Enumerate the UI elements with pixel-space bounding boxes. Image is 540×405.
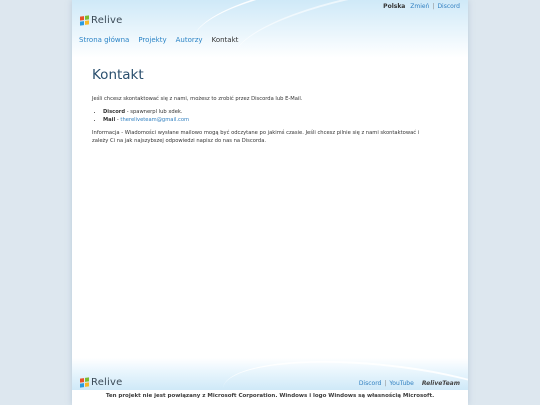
info-text: Informacja - Wiadomości wysłane mailowo mogą być odczytane po jakimś czasie. Jeśli chcesz pilnie się z nami skontaktować i zależy Ci na jak najszybszej odpowiedzi napisz do nas na Discorda. (92, 130, 420, 144)
brand-name: Relive (91, 15, 123, 26)
nav-item-authors[interactable]: Autorzy (175, 36, 203, 44)
windows-flag-icon (80, 15, 89, 25)
footer-youtube-link[interactable]: YouTube (389, 380, 414, 387)
intro-text: Jeśli chcesz skontaktować się z nami, możesz to zrobić przez Discorda lub E-Mail. (92, 95, 303, 102)
discord-link[interactable]: Discord (437, 3, 460, 10)
footer-discord-link[interactable]: Discord (358, 380, 382, 387)
main-nav (79, 36, 238, 44)
language-bar: Polska Zmień | Discord (383, 3, 460, 10)
header-logo[interactable] (80, 15, 122, 26)
footer-links: Discord | YouTube ReliveTeam (358, 380, 460, 387)
disclaimer-text: Ten projekt nie jest powiązany z Microsoft Corporation. Windows i logo Windows są własnością Microsoft. (105, 393, 435, 399)
change-language-link[interactable]: Zmień (410, 3, 430, 10)
page-title: Kontakt (92, 67, 144, 83)
email-link[interactable]: thereliveteam@gmail.com (120, 116, 190, 123)
nav-item-home[interactable]: Strona główna (79, 36, 130, 44)
contact-label: Mail (103, 116, 116, 123)
contact-value: spawnerpl lub xdek. (130, 109, 183, 116)
list-item: • Discord - spawnerpl lub xdek. (103, 109, 437, 117)
contact-label: Discord (103, 109, 126, 116)
page-container (72, 0, 468, 405)
list-item: • Mail - thereliveteam@gmail.com (103, 117, 437, 125)
current-language: Polska (383, 3, 406, 10)
relive-team-logo: ReliveTeam (421, 380, 460, 387)
main-content (92, 66, 437, 151)
brand-name: Relive (91, 377, 123, 388)
contact-list (92, 109, 437, 124)
windows-flag-icon (80, 377, 89, 387)
footer-logo[interactable] (80, 377, 122, 388)
nav-item-contact[interactable]: Kontakt (211, 36, 239, 44)
nav-item-projects[interactable]: Projekty (138, 36, 167, 44)
